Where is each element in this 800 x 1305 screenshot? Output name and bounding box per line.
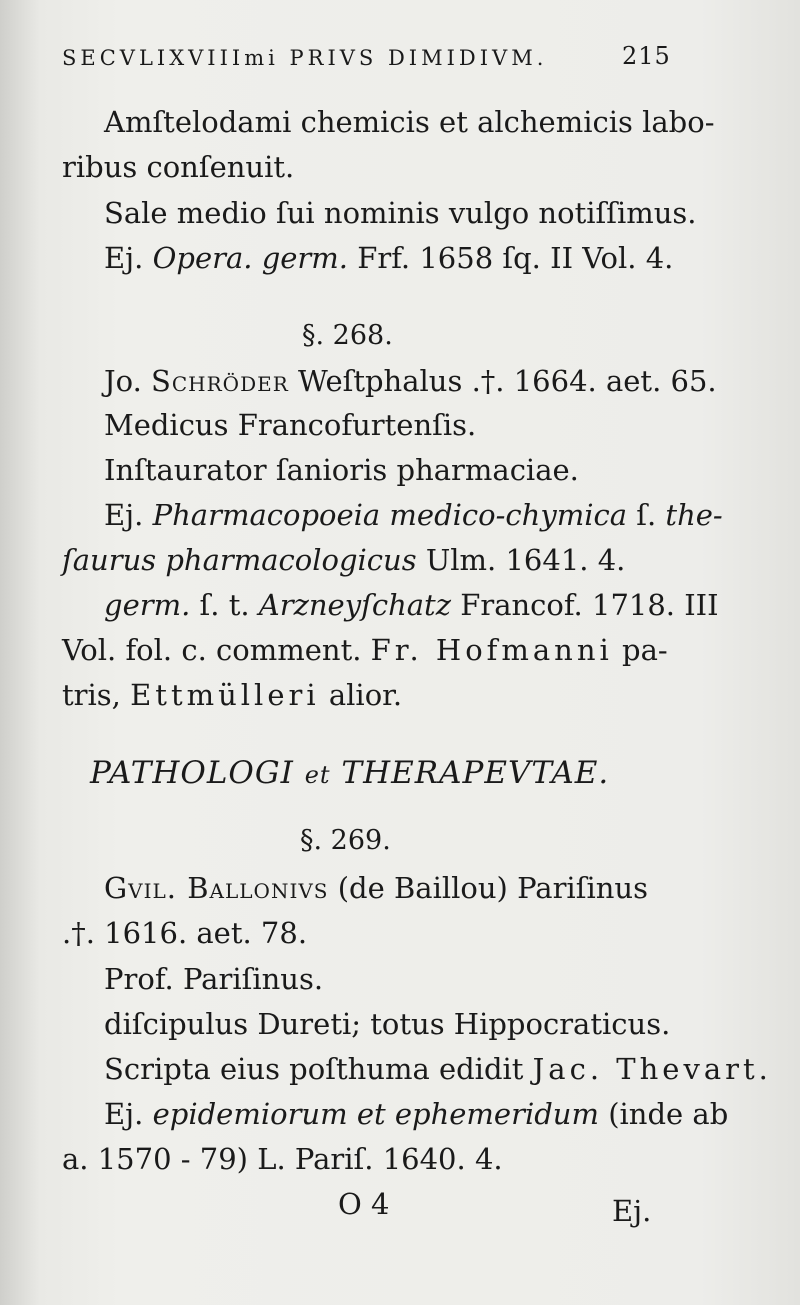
imprint: Ulm. 1641. 4. bbox=[425, 543, 626, 577]
text-line-15 bbox=[104, 870, 648, 906]
text-line-11 bbox=[104, 587, 719, 623]
text-line-7: Medicus Francofurtenſis. bbox=[104, 408, 477, 442]
work-title: epidemiorum et ephemeridum bbox=[152, 1097, 599, 1131]
section-269: §. 269. bbox=[300, 825, 391, 856]
text-line-16: .†. 1616. aet. 78. bbox=[62, 916, 308, 950]
text-line-18: diſcipulus Dureti; totus Hippocraticus. bbox=[104, 1007, 671, 1041]
text: Scripta eius poſthuma edidit bbox=[104, 1052, 524, 1086]
text-line-13 bbox=[62, 677, 402, 713]
text-line-2: ribus conſenuit. bbox=[62, 150, 295, 184]
work-title: Arzneyſchatz bbox=[258, 588, 451, 622]
author-name: Schröder bbox=[151, 364, 289, 398]
author-name: Gvil. Ballonivs bbox=[104, 871, 329, 905]
text-line-9 bbox=[104, 497, 723, 533]
running-header bbox=[62, 40, 671, 76]
ej-abbrev: Ej. bbox=[104, 498, 144, 532]
text-line-4 bbox=[104, 240, 673, 276]
spaced-name: Fr. Hofmanni bbox=[370, 633, 613, 667]
text-line-20 bbox=[104, 1096, 728, 1132]
section-268: §. 268. bbox=[302, 320, 393, 351]
text-line-8: Inſtaurator ſanioris pharmaciae. bbox=[104, 453, 579, 487]
work-title-cont: the- bbox=[665, 498, 723, 532]
imprint: Frf. 1658 ſq. II Vol. 4. bbox=[357, 241, 674, 275]
text-line-10 bbox=[62, 542, 625, 578]
imprint: Francof. 1718. III bbox=[460, 588, 719, 622]
author-details: (de Baillou) Pariſinus bbox=[337, 871, 648, 905]
text-line-21: a. 1570 - 79) L. Pariſ. 1640. 4. bbox=[62, 1142, 503, 1176]
text: (inde ab bbox=[608, 1097, 729, 1131]
forename: Jo. bbox=[104, 364, 142, 398]
format-note: Vol. fol. c. comment. bbox=[62, 633, 362, 667]
text-line-6 bbox=[104, 363, 717, 399]
text-line-1: Amſtelodami chemicis et alchemicis labo- bbox=[104, 105, 715, 139]
word-fragment: pa- bbox=[622, 633, 668, 667]
work-title: ſaurus pharmacologicus bbox=[62, 543, 417, 577]
catchword: Ej. bbox=[612, 1194, 652, 1228]
lang-note: germ. bbox=[104, 588, 191, 622]
ej-abbrev: Ej. bbox=[104, 1097, 144, 1131]
word: tris, bbox=[62, 678, 121, 712]
heading-word: PATHOLOGI bbox=[90, 755, 294, 791]
signature-mark: O 4 bbox=[338, 1187, 390, 1221]
sive-abbrev: ſ. t. bbox=[199, 588, 250, 622]
author-details: Weſtphalus .†. 1664. aet. 65. bbox=[298, 364, 717, 398]
page-number: 215 bbox=[622, 42, 671, 70]
heading-conj: et bbox=[304, 761, 331, 789]
work-title: Opera. germ. bbox=[152, 241, 349, 275]
text-line-19 bbox=[104, 1051, 772, 1087]
heading-word: THERAPEVTAE. bbox=[341, 755, 610, 791]
text-line-12 bbox=[62, 632, 668, 668]
running-title: SECVLIXVIIImi PRIVS DIMIDIVM. bbox=[62, 46, 548, 70]
spaced-name: Ettmülleri bbox=[130, 678, 320, 712]
word: alior. bbox=[328, 678, 403, 712]
section-heading bbox=[90, 755, 609, 793]
text-line-17: Prof. Pariſinus. bbox=[104, 962, 324, 996]
ej-abbrev: Ej. bbox=[104, 241, 144, 275]
spaced-name: Jac. Thevart. bbox=[532, 1052, 772, 1086]
work-title: Pharmacopoeia medico-chymica bbox=[152, 498, 628, 532]
sive-abbrev: ſ. bbox=[636, 498, 657, 532]
text-line-3: Sale medio ſui nominis vulgo notiſſimus. bbox=[104, 196, 697, 230]
